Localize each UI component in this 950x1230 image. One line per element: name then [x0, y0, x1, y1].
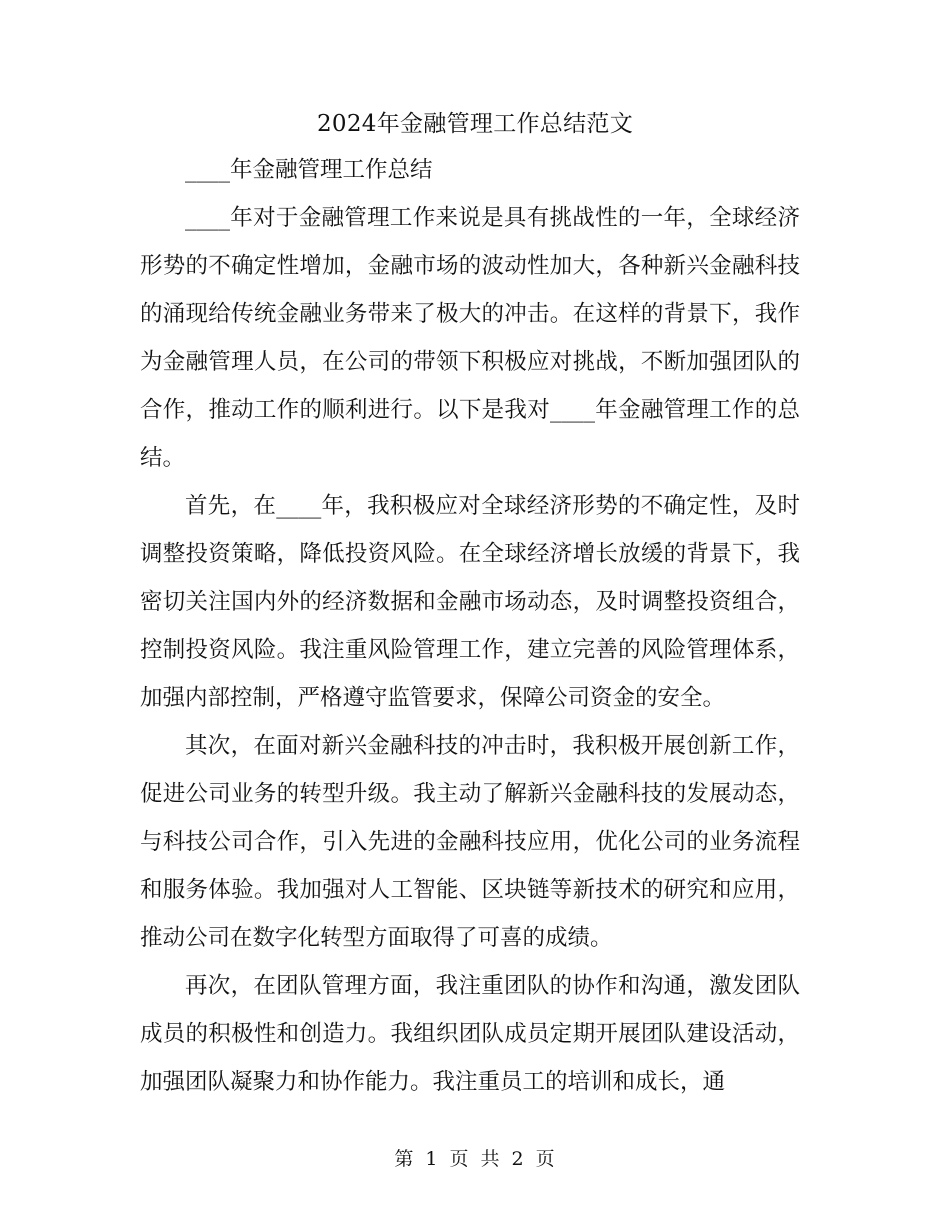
paragraph-first: 首先，在____年，我积极应对全球经济形势的不确定性，及时调整投资策略，降低投资风险。在全球经济增长放缓的背景下，我密切关注国内外的经济数据和金融市场动态，及时调整投资组合，控制投资风险。我注重风险管理工作，建立完善的风险管理体系，加强内部控制，严格遵守监管要求，保障公司资金的安全。	[140, 493, 800, 711]
paragraph-intro: ____年对于金融管理工作来说是具有挑战性的一年，全球经济形势的不确定性增加，金融市场的波动性加大，各种新兴金融科技的涌现给传统金融业务带来了极大的冲击。在这样的背景下，我作为金融管理人员，在公司的带领下积极应对挑战，不断加强团队的合作，推动工作的顺利进行。以下是我对____年金融管理工作的总结。	[140, 205, 800, 471]
paragraph-second: 其次，在面对新兴金融科技的冲击时，我积极开展创新工作，促进公司业务的转型升级。我主动了解新兴金融科技的发展动态，与科技公司合作，引入先进的金融科技应用，优化公司的业务流程和服务体验。我加强对人工智能、区块链等新技术的研究和应用，推动公司在数字化转型方面取得了可喜的成绩。	[140, 733, 800, 951]
section-heading: ____年金融管理工作总结	[185, 157, 433, 183]
paragraph-third: 再次，在团队管理方面，我注重团队的协作和沟通，激发团队成员的积极性和创造力。我组织团队成员定期开展团队建设活动，加强团队凝聚力和协作能力。我注重员工的培训和成长，通	[140, 973, 800, 1095]
document-body	[140, 146, 800, 1106]
document-title: 2024年金融管理工作总结范文	[316, 111, 634, 137]
page-number-footer: 第 1 页 共 2 页	[394, 1148, 556, 1170]
